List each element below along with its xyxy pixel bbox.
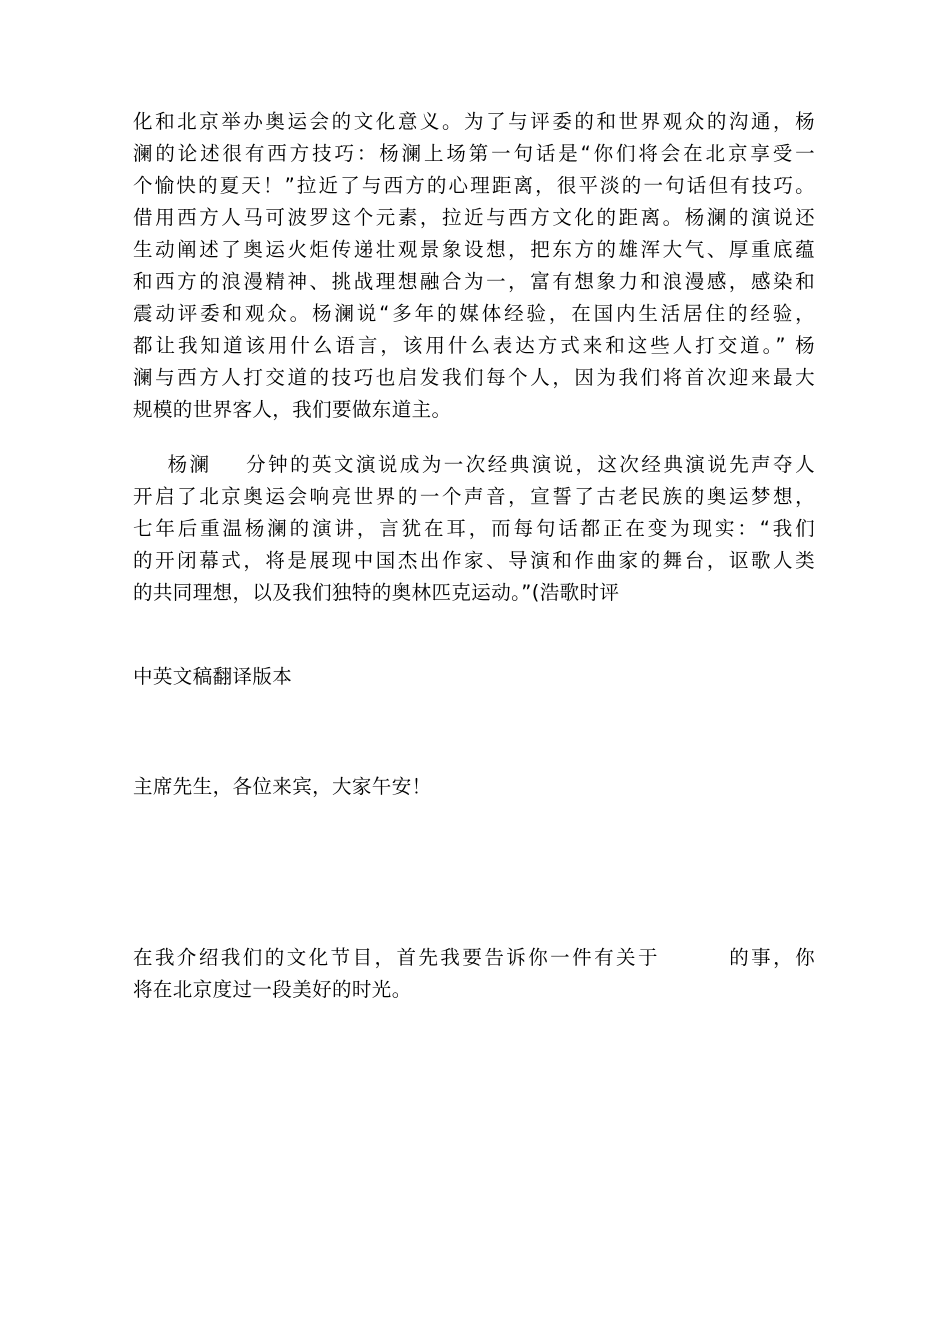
paragraph1-line: 震动评委和观众。杨澜说“多年的媒体经验，在国内生活居住的经验， bbox=[133, 302, 815, 325]
paragraph1-line: 澜的论述很有西方技巧：杨澜上场第一句话是“你们将会在北京享受一 bbox=[133, 142, 815, 165]
paragraph1-line: 化和北京举办奥运会的文化意义。为了与评委的和世界观众的沟通，杨 bbox=[133, 110, 815, 133]
paragraph2-line: 七年后重温杨澜的演讲，言犹在耳，而每句话都正在变为现实：“我们 bbox=[133, 517, 815, 540]
paragraph2-line: 杨澜 分钟的英文演说成为一次经典演说，这次经典演说先声夺人 bbox=[133, 453, 815, 476]
paragraph1-line: 澜与西方人打交道的技巧也启发我们每个人，因为我们将首次迎来最大 bbox=[133, 366, 815, 389]
greeting-text: 主席先生，各位来宾，大家午安！ bbox=[133, 775, 432, 798]
paragraph1-line: 借用西方人马可波罗这个元素，拉近与西方文化的距离。杨澜的演说还 bbox=[133, 206, 815, 229]
paragraph3-line: 在我介绍我们的文化节目，首先我要告诉你一件有关于 的事，你 bbox=[133, 946, 815, 969]
paragraph1-line: 和西方的浪漫精神、挑战理想融合为一，富有想象力和浪漫感，感染和 bbox=[133, 270, 815, 293]
paragraph2-line: 的共同理想，以及我们独特的奥林匹克运动。”(浩歌时评 bbox=[133, 581, 620, 604]
paragraph2-line: 的开闭幕式，将是展现中国杰出作家、导演和作曲家的舞台，讴歌人类 bbox=[133, 549, 815, 572]
section-heading: 中英文稿翻译版本 bbox=[133, 665, 293, 688]
paragraph1-line: 都让我知道该用什么语言，该用什么表达方式来和这些人打交道。” 杨 bbox=[133, 334, 815, 357]
paragraph2-line: 开启了北京奥运会响亮世界的一个声音，宣誓了古老民族的奥运梦想， bbox=[133, 485, 815, 508]
paragraph1-line: 个愉快的夏天！”拉近了与西方的心理距离，很平淡的一句话但有技巧。 bbox=[133, 174, 815, 197]
paragraph1-line: 规模的世界客人，我们要做东道主。 bbox=[133, 398, 452, 421]
paragraph3-line: 将在北京度过一段美好的时光。 bbox=[133, 978, 412, 1001]
paragraph1-line: 生动阐述了奥运火炬传递壮观景象设想，把东方的雄浑大气、厚重底蕴 bbox=[133, 238, 815, 261]
